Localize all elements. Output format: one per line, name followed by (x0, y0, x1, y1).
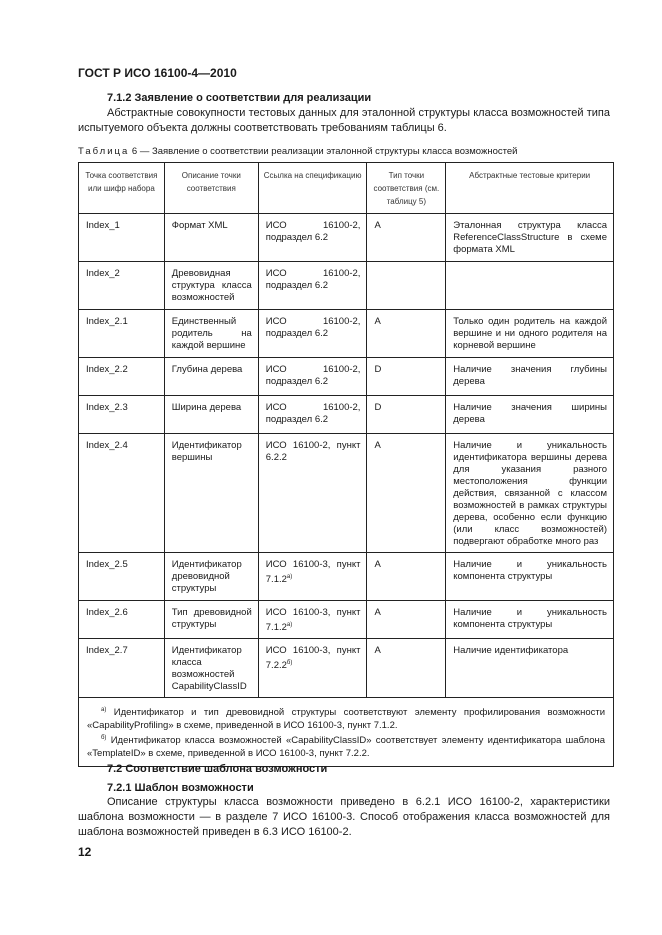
cell-type (367, 214, 446, 262)
cell-type-text: A (374, 559, 381, 570)
cell-description-text: Древовидная структура класса возможностей (171, 268, 252, 303)
cell-point-id (79, 639, 165, 698)
cell-type (367, 639, 446, 698)
table-row (79, 553, 614, 601)
footnote-a-text: Идентификатор и тип древовидной структуры соответствуют элементу профилирования возможности «CapabilityProfiling» в схеме, приведенной в ИСО 16100-3, пункт 7.1.2. (87, 707, 606, 732)
cell-description (164, 310, 258, 358)
cell-criteria-text: Наличие значения ширины дерева (453, 402, 607, 425)
section-7-1-2-title: 7.1.2 Заявление о соответствии для реализации (107, 92, 372, 104)
cell-reference (258, 434, 367, 553)
cell-point-id-text: Index_2.5 (86, 559, 128, 570)
cell-type (367, 434, 446, 553)
cell-reference (258, 639, 367, 698)
cell-type-text: D (374, 364, 382, 375)
table-footnotes-row (79, 698, 614, 767)
cell-criteria (446, 639, 614, 698)
cell-point-id (79, 262, 165, 310)
cell-reference (258, 310, 367, 358)
table-row (79, 639, 614, 698)
cell-reference-text: ИСО 16100-3, пункт 7.1.2 (265, 559, 361, 586)
header-reference: Ссылка на спецификацию (258, 163, 367, 214)
cell-reference (258, 214, 367, 262)
cell-type (367, 553, 446, 601)
cell-description-text: Идентификатор древовидной структуры (171, 559, 242, 594)
cell-reference (258, 396, 367, 434)
document-header: ГОСТ Р ИСО 16100-4—2010 (78, 66, 237, 80)
cell-criteria (446, 396, 614, 434)
cell-criteria-text: Наличие идентификатора (453, 645, 569, 657)
table-row (79, 358, 614, 396)
header-criteria: Абстрактные тестовые критерии (446, 163, 614, 214)
section-7-1-2-body: Абстрактные совокупности тестовых данных для эталонной структуры класса возможностей типа испытуемого объекта должны соответствовать требованиям таблицы 6. (78, 107, 610, 134)
cell-reference (258, 601, 367, 639)
cell-reference (258, 358, 367, 396)
footnote-b (87, 732, 605, 760)
table-caption-prefix: Таблица (78, 146, 130, 157)
table-header-row (79, 163, 614, 214)
header-point: Точка соответствия или шифр набора (79, 163, 165, 214)
cell-reference-text: ИСО 16100-2, подраздел 6.2 (265, 220, 361, 243)
cell-criteria-text: Только один родитель на каждой вершине и ни одного родителя на корневой вершине (453, 316, 607, 351)
cell-point-id (79, 214, 165, 262)
cell-point-id-text: Index_2.6 (86, 607, 128, 618)
cell-point-id (79, 396, 165, 434)
cell-criteria (446, 310, 614, 358)
page-number: 12 (78, 845, 92, 859)
reference-footnote-mark: б) (286, 660, 293, 667)
cell-point-id (79, 434, 165, 553)
header-description: Описание точки соответствия (164, 163, 258, 214)
cell-description (164, 434, 258, 553)
cell-type-text: A (374, 607, 381, 618)
cell-criteria (446, 214, 614, 262)
cell-reference-text: ИСО 16100-2, подраздел 6.2 (265, 268, 361, 291)
cell-criteria-text: Наличие и уникальность компонента структуры (453, 559, 607, 582)
cell-description (164, 396, 258, 434)
footnote-b-mark: б) (101, 735, 107, 742)
cell-criteria (446, 601, 614, 639)
table-footnotes (79, 698, 614, 767)
cell-description-text: Идентификатор класса возможностей CapabilityClassID (171, 645, 247, 693)
reference-footnote-mark: а) (286, 622, 293, 628)
cell-type-text: A (374, 220, 381, 231)
cell-point-id-text: Index_2.4 (86, 440, 128, 451)
cell-type (367, 601, 446, 639)
cell-reference-text: ИСО 16100-3, пункт 7.1.2 (265, 607, 361, 634)
cell-point-id-text: Index_2 (86, 268, 120, 279)
cell-criteria (446, 553, 614, 601)
cell-point-id-text: Index_2.2 (86, 364, 128, 375)
header-type: Тип точки соответствия (см. таблицу 5) (367, 163, 446, 214)
table-row (79, 396, 614, 434)
cell-point-id-text: Index_2.1 (86, 316, 128, 327)
cell-criteria-text: Наличие и уникальность компонента структуры (453, 607, 607, 630)
cell-type-text: A (374, 316, 381, 327)
cell-description-text: Ширина дерева (171, 402, 242, 413)
reference-footnote-mark: а) (286, 574, 293, 580)
section-7-2-1-text (78, 795, 610, 840)
cell-description-text: Глубина дерева (171, 364, 243, 375)
cell-type-text: A (374, 440, 381, 451)
cell-type (367, 262, 446, 310)
cell-description (164, 358, 258, 396)
section-7-2-1-title: 7.2.1 Шаблон возможности (107, 782, 254, 794)
cell-criteria (446, 434, 614, 553)
cell-description (164, 214, 258, 262)
cell-description-text: Формат XML (171, 220, 228, 231)
cell-criteria (446, 262, 614, 310)
cell-description (164, 262, 258, 310)
cell-description-text: Единственный родитель на каждой вершине (171, 316, 252, 351)
table-row (79, 601, 614, 639)
cell-point-id (79, 358, 165, 396)
table-caption-text: 6 — Заявление о соответствии реализации эталонной структуры класса возможностей (131, 146, 518, 157)
cell-criteria-text: Наличие значения глубины дерева (453, 364, 607, 387)
cell-description (164, 553, 258, 601)
table-row (79, 434, 614, 553)
table-row (79, 262, 614, 310)
section-7-2-1-body: Описание структуры класса возможности приведено в 6.2.1 ИСО 16100-2, характеристики шаблона возможности — в разделе 7 ИСО 16100-3. Способ отображения класса возможностей для шаблона возможностей приведен в 6.3 ИСО 16100-2. (78, 796, 610, 838)
cell-reference-text: ИСО 16100-3, пункт 7.2.2 (265, 645, 361, 672)
cell-point-id-text: Index_2.7 (86, 645, 128, 657)
cell-reference (258, 553, 367, 601)
section-7-1-2-text (78, 106, 610, 136)
cell-reference (258, 262, 367, 310)
section-7-2-title: 7.2 Соответствие шаблона возможности (107, 763, 328, 775)
cell-criteria (446, 358, 614, 396)
footnote-a-mark: а) (101, 707, 107, 714)
table-row (79, 214, 614, 262)
cell-reference-text: ИСО 16100-2, подраздел 6.2 (265, 364, 361, 387)
cell-point-id-text: Index_1 (86, 220, 120, 231)
cell-description-text: Тип древовидной структуры (171, 607, 252, 630)
cell-description (164, 639, 258, 698)
cell-reference-text: ИСО 16100-2, пункт 6.2.2 (265, 440, 361, 463)
table-caption (78, 146, 517, 157)
cell-criteria-text: Наличие и уникальность идентификатора вершины дерева для указания разного местоположения функции действия, связанной с классом возможностей в рамках структуры дерева, особенно если функцию (или класс возможностей) подвергают обработке много раз (453, 440, 607, 547)
footnote-a (87, 704, 605, 732)
cell-point-id (79, 601, 165, 639)
cell-type (367, 396, 446, 434)
cell-reference-text: ИСО 16100-2, подраздел 6.2 (265, 402, 361, 425)
cell-type-text: A (374, 645, 381, 657)
cell-description-text: Идентификатор вершины (171, 440, 242, 463)
cell-type-text: D (374, 402, 382, 413)
cell-reference-text: ИСО 16100-2, подраздел 6.2 (265, 316, 361, 339)
conformance-table (78, 162, 614, 767)
cell-point-id (79, 310, 165, 358)
cell-criteria-text: Эталонная структура класса ReferenceClassStructure в схеме формата XML (453, 220, 607, 255)
cell-type (367, 358, 446, 396)
cell-point-id (79, 553, 165, 601)
cell-description (164, 601, 258, 639)
cell-type (367, 310, 446, 358)
cell-point-id-text: Index_2.3 (86, 402, 128, 413)
footnote-b-text: Идентификатор класса возможностей «CapabilityClassID» соответствует элементу идентификатора шаблона «TemplateID» в схеме, приведенной в ИСО 16100-3, пункт 7.2.2. (87, 735, 606, 760)
table-row (79, 310, 614, 358)
